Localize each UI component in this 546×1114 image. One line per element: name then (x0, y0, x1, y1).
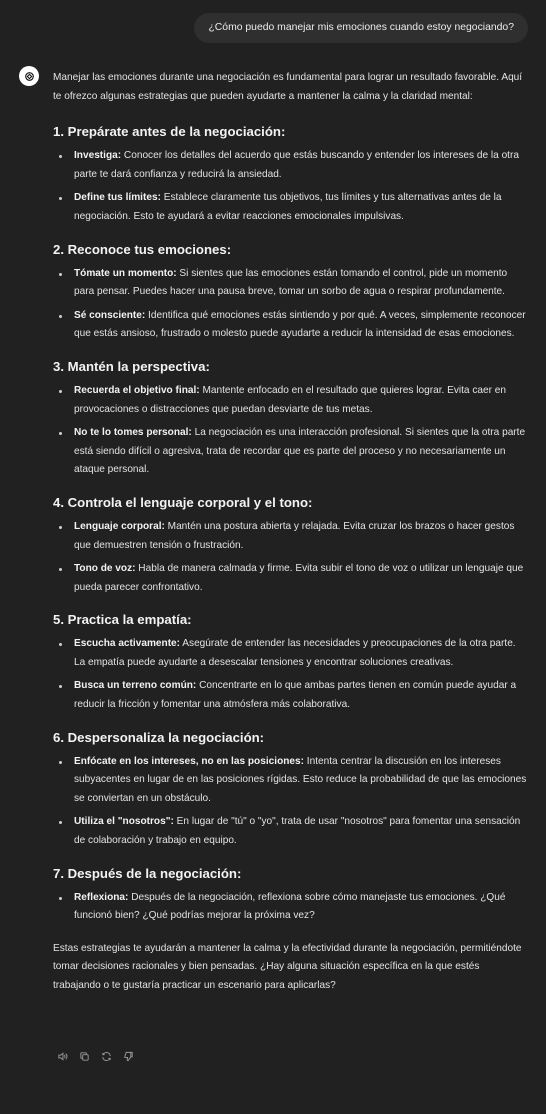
list-item-text: Mantén una postura abierta y relajada. Evita cruzar los brazos o hacer gestos que demuestren tensión o frustración. (74, 520, 515, 551)
list-item-title: Tono de voz: (74, 563, 136, 575)
list-item-title: Recuerda el objetivo final: (74, 384, 200, 396)
list-item-title: Escucha activamente: (74, 638, 181, 650)
section-heading: 6. Despersonaliza la negociación: (53, 729, 265, 745)
assistant-message (53, 69, 529, 996)
list-item (53, 147, 529, 184)
list-item-text: Establece claramente tus objetivos, tus límites y tus alternativas antes de la negociación. Esto te ayudará a evitar reacciones emocionales impulsivas. (74, 192, 502, 222)
section-heading: 4. Controla el lenguaje corporal y el tono: (53, 494, 313, 510)
speaker-icon (57, 1051, 68, 1062)
list-item (53, 560, 529, 597)
section-heading: 1. Prepárate antes de la negociación: (53, 124, 286, 140)
list-item-text: Concentrarte en lo que ambas partes tienen en común puede ayudar a reducir la fricción y fomentar una atmósfera más colaborativa. (74, 680, 517, 711)
section-list (53, 518, 529, 597)
list-item-title: Enfócate en los intereses, no en las posiciones: (74, 755, 304, 767)
assistant-logo-icon (23, 70, 36, 83)
list-item-text: Conocer los detalles del acuerdo que estás buscando y entender los intereses de la otra parte te dará confianza y reducirá la ansiedad. (74, 150, 519, 180)
list-item (53, 189, 529, 226)
list-item-text: La negociación es una interacción profesional. Si sientes que la otra parte está siendo difícil o agresiva, trata de recordar que es parte del proceso y no necesariamente un ataque personal. (74, 427, 526, 476)
list-item (53, 265, 529, 302)
list-item-text: Mantente enfocado en el resultado que quieres lograr. Evita caer en provocaciones o distracciones que puedan desviarte de tus metas. (74, 384, 507, 415)
list-item (53, 635, 529, 672)
assistant-outro: Estas estrategias te ayudarán a mantener la calma y la efectividad durante la negociación, permitiéndote tomar decisiones racionales y bien pensadas. ¿Hay alguna situación específica en la que estés trabajando o te gustaría practicar un escenario para aplicarlas? (53, 942, 522, 991)
list-item-title: Utiliza el "nosotros": (74, 816, 174, 828)
section-list (53, 382, 529, 480)
list-item-text: Asegúrate de entender las necesidades y preocupaciones de la otra parte. La empatía puede ayudarte a desescalar tensiones y encontrar soluciones creativas. (74, 638, 516, 668)
section-heading: 2. Reconoce tus emociones: (53, 241, 232, 257)
list-item-text: Si sientes que las emociones están tomando el control, pide un momento para pensar. Puedes hacer una pausa breve, tomar un sorbo de agua o respirar profundamente. (74, 267, 508, 298)
user-message-row (194, 13, 528, 43)
list-item (53, 424, 529, 480)
list-item (53, 753, 529, 809)
list-item (53, 382, 529, 419)
section-heading: 7. Después de la negociación: (53, 865, 242, 881)
regenerate-button[interactable] (98, 1048, 114, 1064)
copy-icon (79, 1051, 90, 1062)
list-item-text: Habla de manera calmada y firme. Evita subir el tono de voz o utilizar un lenguaje que pueda parecer confrontativo. (74, 563, 524, 593)
assistant-avatar (19, 66, 39, 86)
read-aloud-button[interactable] (54, 1048, 70, 1064)
list-item (53, 889, 529, 926)
list-item-title: Reflexiona: (74, 891, 129, 903)
thumbs-down-button[interactable] (120, 1048, 136, 1064)
list-item-text: En lugar de "tú" o "yo", trata de usar "nosotros" para fomentar una sensación de colaboración y trabajo en equipo. (74, 816, 521, 847)
user-message-bubble: ¿Cómo puedo manejar mis emociones cuando estoy negociando? (194, 13, 528, 43)
list-item (53, 813, 529, 850)
list-item-text: Intenta centrar la discusión en los intereses subyacentes en lugar de en las posiciones rígidas. Esto reduce la probabilidad de que las emociones se conviertan en un obstáculo. (74, 755, 527, 804)
section-list (53, 889, 529, 926)
list-item (53, 677, 529, 714)
section-list (53, 635, 529, 714)
list-item-title: Tómate un momento: (74, 267, 177, 279)
assistant-intro: Manejar las emociones durante una negociación es fundamental para lograr un resultado favorable. Aquí te ofrezco algunas estrategias que pueden ayudarte a mantener la calma y la claridad mental: (53, 72, 523, 102)
list-item (53, 307, 529, 344)
section-list (53, 265, 529, 344)
section-list (53, 753, 529, 851)
list-item-title: Investiga: (74, 150, 122, 162)
section-heading: 3. Mantén la perspectiva: (53, 358, 210, 374)
section-heading: 5. Practica la empatía: (53, 612, 192, 628)
thumbs-down-icon (123, 1051, 134, 1062)
copy-button[interactable] (76, 1048, 92, 1064)
regenerate-icon (101, 1051, 112, 1062)
list-item-title: Define tus límites: (74, 192, 161, 204)
section-list (53, 147, 529, 226)
message-actions (54, 1048, 136, 1064)
list-item-title: Lenguaje corporal: (74, 520, 165, 532)
list-item-title: No te lo tomes personal: (74, 427, 192, 439)
list-item-title: Sé consciente: (74, 309, 146, 321)
list-item (53, 518, 529, 555)
list-item-title: Busca un terreno común: (74, 680, 197, 692)
list-item-text: Después de la negociación, reflexiona sobre cómo manejaste tus emociones. ¿Qué funcionó bien? ¿Qué podrías mejorar la próxima vez? (74, 891, 506, 922)
list-item-text: Identifica qué emociones estás sintiendo y por qué. A veces, simplemente reconocer que estás ansioso, frustrado o molesto puede ayudarte a reducir la intensidad de esas emociones. (74, 309, 526, 340)
